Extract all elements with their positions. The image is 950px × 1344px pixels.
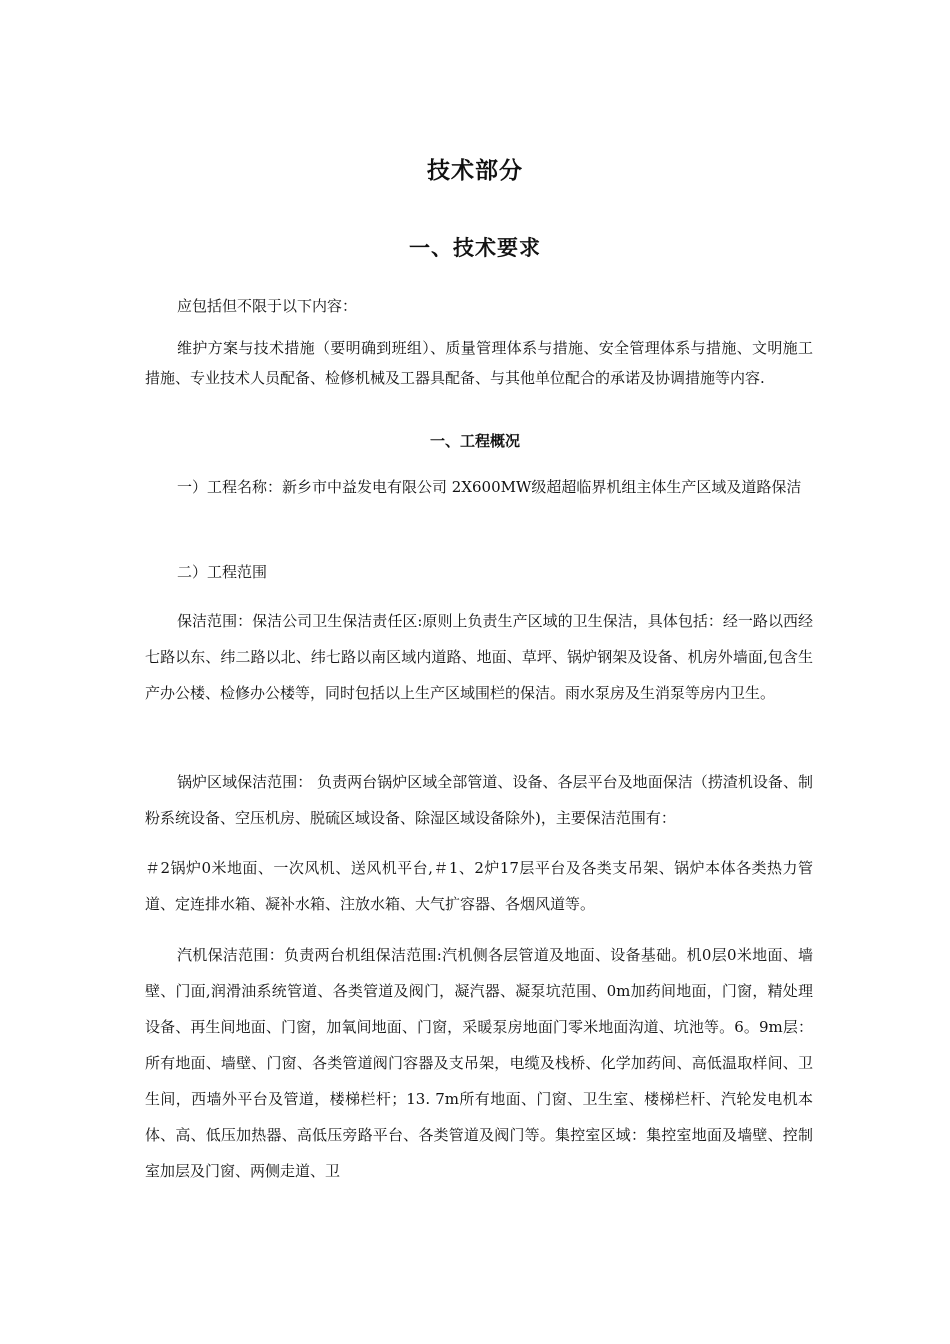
scope-cleaning-paragraph xyxy=(145,603,813,711)
section-heading-technical-requirements: 一、技术要求 xyxy=(409,236,541,260)
scope-cleaning-text: 保洁范围：保洁公司卫生保洁责任区:原则上负责生产区域的卫生保洁，具体包括：经一路以西经七路以东、纬二路以北、纬七路以南区域内道路、地面、草坪、锅炉钢架及设备、机房外墙面,包含生产办公楼、检修办公楼等，同时包括以上生产区域围栏的保洁。雨水泵房及生消泵等房内卫生。 xyxy=(145,612,813,702)
project-name-text: 一）工程名称：新乡市中益发电有限公司 2X600MW级超超临界机组主体生产区域及道路保洁 xyxy=(177,478,802,496)
scope-boiler-paragraph-b xyxy=(145,850,813,922)
scope-heading-text: 二）工程范围 xyxy=(177,563,268,581)
scope-turbine-paragraph xyxy=(145,937,813,1189)
intro-text: 应包括但不限于以下内容： xyxy=(177,297,358,315)
project-name-paragraph xyxy=(145,469,813,505)
intro-paragraph xyxy=(145,291,813,321)
document-title: 技术部分 xyxy=(427,158,523,184)
scope-boiler-text-b: ＃2锅炉0米地面、一次风机、送风机平台,＃1、2炉17层平台及各类支吊架、锅炉本体各类热力管道、定连排水箱、凝补水箱、注放水箱、大气扩容器、各烟风道等。 xyxy=(145,859,813,913)
scope-turbine-text: 汽机保洁范围：负责两台机组保洁范围:汽机侧各层管道及地面、设备基础。机0层0米地面、墙壁、门面,润滑油系统管道、各类管道及阀门，凝汽器、凝泵坑范围、0m加药间地面，门窗，精处理设备、再生间地面、门窗，加氧间地面、门窗，采暖泵房地面门零米地面沟道、坑池等。6。9m层：所有地面、墙壁、门窗、各类管道阀门容器及支吊架，电缆及栈桥、化学加药间、高低温取样间、卫生间，西墙外平台及管道，楼梯栏杆；13. 7m所有地面、门窗、卫生室、楼梯栏杆、汽轮发电机本体、高、低压加热器、高低压旁路平台、各类管道及阀门等。集控室区域：集控室地面及墙壁、控制室加层及门窗、两侧走道、卫 xyxy=(145,946,813,1180)
subsection-heading-project-overview: 一、工程概况 xyxy=(429,432,520,450)
scope-boiler-text-a: 锅炉区域保洁范围： 负责两台锅炉区域全部管道、设备、各层平台及地面保洁（捞渣机设备、制粉系统设备、空压机房、脱硫区域设备、除湿区域设备除外)，主要保洁范围有： xyxy=(145,773,813,827)
scope-boiler-paragraph-a xyxy=(145,764,813,836)
requirements-text: 维护方案与技术措施（要明确到班组）、质量管理体系与措施、安全管理体系与措施、文明施工措施、专业技术人员配备、检修机械及工器具配备、与其他单位配合的承诺及协调措施等内容. xyxy=(145,339,813,387)
scope-heading-paragraph xyxy=(145,554,813,590)
requirements-paragraph xyxy=(145,333,813,393)
